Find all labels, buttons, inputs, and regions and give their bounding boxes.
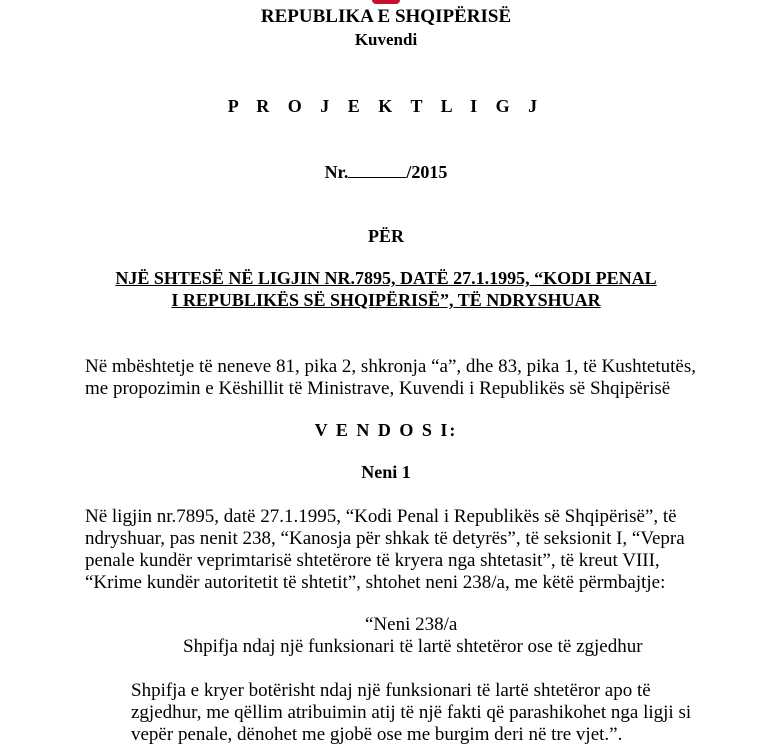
new-article-line: Shpifja e kryer botërisht ndaj një funksionari të lartë shtetëror apo të <box>131 680 651 701</box>
new-article-title: “Neni 238/a <box>365 614 458 635</box>
new-article-line: zgjedhur, me qëllim atribuimin atij të një fakti që parashikohet nga ligji si <box>131 702 692 723</box>
institution-title: Kuvendi <box>354 30 418 49</box>
republic-title: REPUBLIKA E SHQIPËRISË <box>260 6 512 27</box>
article-1-line: penale kundër veprimtarisë shtetërore të kryera nga shtetasit”, të kreut VIII, <box>85 550 660 571</box>
law-number <box>0 161 772 183</box>
subject-line-1: NJË SHTESË NË LIGJIN NR.7895, DATË 27.1.1995, “KODI PENAL <box>115 268 657 288</box>
article-1-title: Neni 1 <box>361 462 411 482</box>
subject-line-2: I REPUBLIKËS SË SHQIPËRISË”, TË NDRYSHUAR <box>171 290 601 310</box>
new-article-heading: Shpifja ndaj një funksionari të lartë shtetëror ose të zgjedhur <box>183 636 643 657</box>
law-number-prefix: Nr. <box>324 162 349 182</box>
law-number-blank <box>348 161 406 178</box>
law-number-suffix: /2015 <box>406 162 448 182</box>
preamble-line-2: me propozimin e Këshillit të Ministrave, Kuvendi i Republikës së Shqipërisë <box>85 378 671 399</box>
preamble-line-1: Në mbështetje të neneve 81, pika 2, shkronja “a”, dhe 83, pika 1, të Kushtetutës, <box>85 356 696 377</box>
decides-heading: V E N D O S I: <box>314 420 458 440</box>
new-article-line: vepër penale, dënohet me gjobë ose me burgim deri në tre vjet.”. <box>131 724 623 745</box>
emblem-icon <box>372 0 400 4</box>
article-1-line: “Krime kundër autoritetit të shtetit”, shtohet neni 238/a, me këtë përmbajtje: <box>85 572 666 593</box>
article-1-line: Në ligjin nr.7895, datë 27.1.1995, “Kodi Penal i Republikës së Shqipërisë”, të <box>85 506 677 527</box>
per-heading: PËR <box>368 226 404 246</box>
document-type: P R O J E K T L I G J <box>227 96 545 116</box>
article-1-line: ndryshuar, pas nenit 238, “Kanosja për shkak të detyrës”, të seksionit I, “Vepra <box>85 528 685 549</box>
